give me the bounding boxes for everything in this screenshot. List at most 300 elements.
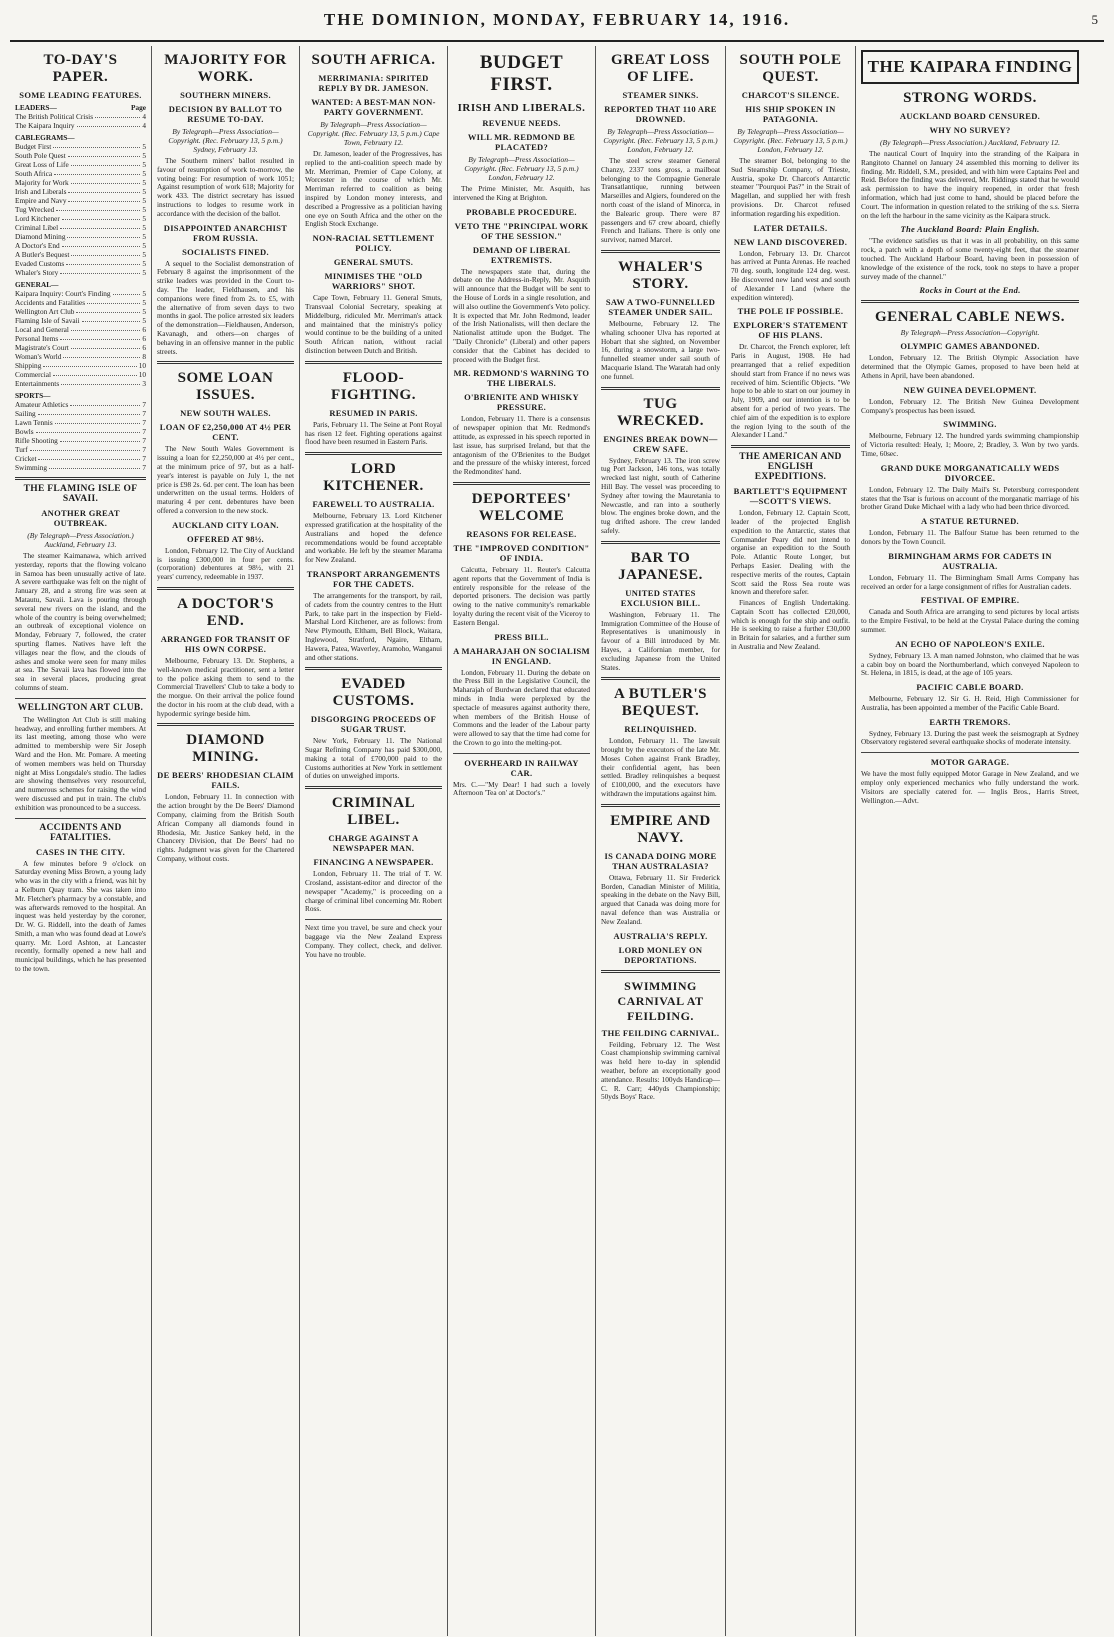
swimming-body: [861, 432, 1079, 458]
index-entry-page: 5: [142, 241, 146, 250]
index-entry-label: Sailing: [15, 409, 36, 418]
new-guinea-text: London, February 12. The British New Guinea Development Company's prospectus has been issued.: [861, 396, 1079, 415]
column-6: [726, 46, 856, 1636]
deportees-heading: DEPORTEES' WELCOME: [471, 490, 572, 524]
south-pole-subheading: CHARCOT'S SILENCE.: [741, 90, 840, 100]
index-leader-dots: [63, 352, 140, 358]
index-entry: [15, 370, 146, 379]
index-entry: [15, 214, 146, 223]
index-entry: [15, 142, 146, 151]
index-page-header: Page: [131, 103, 146, 112]
index-entry-label: Swimming: [15, 463, 48, 472]
empire-heading: EMPIRE AND NAVY.: [610, 812, 711, 846]
index-entry: [15, 352, 146, 361]
index-leader-dots: [55, 418, 141, 424]
index-entry-page: 5: [142, 160, 146, 169]
index-leader-dots: [60, 268, 140, 274]
kitchener-subheading: FAREWELL TO AUSTRALIA.: [312, 499, 435, 510]
tug-subheading: ENGINES BREAK DOWN—CREW SAFE.: [603, 433, 718, 454]
divider: [305, 452, 442, 455]
index-leader-dots: [60, 436, 141, 442]
index-entry: [15, 268, 146, 277]
diamond-subheading: DE BEERS' RHODESIAN CLAIM FAILS.: [157, 770, 294, 791]
index-entry-label: South Pole Quest: [15, 151, 66, 160]
doctor-text: Melbourne, February 13. Dr. Stephens, a well-known medical practitioner, sent a letter to the police asking them to send to the Commercial Travellers' Club to take a body to the morgue. On their arrival the police found the doctor in his room at the club dead, with a hypodermic syringe beside him.: [157, 655, 294, 718]
index-category-label: GENERAL—: [15, 280, 59, 289]
butler-text: London, February 11. The lawsuit brought by the executors of the late Mr. Moses Cohen against Frank Bradley, their confidential agent, has been settled. Bradley relinquishes a bequest of £100,000, and the executors have withdrawn the imputations against him.: [601, 736, 720, 799]
divider: [601, 970, 720, 973]
column-1: [10, 46, 152, 1636]
savaii-body: [15, 552, 146, 693]
flood-subheading: RESUMED IN PARIS.: [329, 407, 418, 418]
index-entry-label: Woman's World: [15, 352, 62, 361]
index-entry-label: Bowls: [15, 427, 34, 436]
express-advert-text: Next time you travel, be sure and check your baggage via the New Zealand Express Company. They collect, check, and deliver. You have no trouble.: [305, 923, 442, 959]
auckland-loan-text: London, February 12. The City of Auckland is issuing £300,000 in four per cents. (corporation) debentures at 98½, with 21 years' currency, redeemable in 1937.: [157, 545, 294, 582]
index-entry-page: 8: [142, 352, 146, 361]
index-entry-page: 5: [142, 316, 146, 325]
swimming-carnival-subheading: THE FEILDING CARNIVAL.: [601, 1027, 720, 1038]
index-leader-dots: [36, 427, 141, 433]
loan-body: [157, 445, 294, 515]
index-entry-label: South Africa: [15, 169, 53, 178]
savaii-subheading: ANOTHER GREAT OUTBREAK.: [41, 508, 120, 528]
auckland-loan-subheading: OFFERED AT 98½.: [187, 533, 264, 544]
index-leader-dots: [71, 343, 141, 349]
south-pole-dateline: By Telegraph—Press Association—Copyright. (Rec. February 13, 5 p.m.) London, February 12.: [733, 127, 848, 154]
redmond-heading: MR. REDMOND'S WARNING TO THE LIBERALS.: [453, 368, 590, 389]
index-leader-dots: [56, 205, 140, 211]
accidents-subheading: CASES IN THE CITY.: [35, 846, 126, 857]
grand-duke-body: [861, 486, 1079, 512]
index-entry: [15, 187, 146, 196]
napoleon-heading: AN ECHO OF NAPOLEON'S EXILE.: [895, 638, 1045, 649]
index-entry-label: Accidents and Fatalities: [15, 298, 86, 307]
south-africa-heading: SOUTH AFRICA.: [311, 52, 436, 68]
index-entry: [15, 160, 146, 169]
index-entry: [15, 169, 146, 178]
index-leader-dots: [53, 370, 137, 376]
index-entry: [15, 316, 146, 325]
index-entry-label: Rifle Shooting: [15, 436, 58, 445]
index-entry-page: 7: [142, 427, 146, 436]
cable-news-heading: GENERAL CABLE NEWS.: [875, 309, 1065, 326]
statue-heading: A STATUE RETURNED.: [921, 516, 1019, 527]
press-bill-subheading: A MAHARAJAH ON SOCIALISM IN ENGLAND.: [453, 645, 590, 666]
index-entry-page: 4: [142, 112, 146, 121]
procedure-text: The newspapers state that, during the debate on the Address-in-Reply, Mr. Asquith will announce that the Budget will be sent to the House of Lords in a single resolution, and will also outline the Government's Veto policy. It is expected that Mr. John Redmond, leader of the Irish Nationalists, will then declare the Nationalist attitude upon the Budget. The "Daily Chronicle" (Liberal) and other papers consider that the Cabinet has decided to proceed with the Budget first.: [453, 266, 590, 364]
index-entry-label: Whaler's Story: [15, 268, 59, 277]
festival-heading: FESTIVAL OF EMPIRE.: [920, 595, 1020, 606]
statue-text: London, February 11. The Balfour Statue has been returned to the donors by the Town Council.: [861, 528, 1079, 546]
divider: [601, 804, 720, 807]
settlement-subheading-2: MINIMISES THE "OLD WARRIORS" SHOT.: [324, 271, 423, 292]
procedure-subheading-2: DEMAND OF LIBERAL EXTREMISTS.: [472, 244, 571, 265]
index-entry: [15, 178, 146, 187]
kaipara-boxhead: THE KAIPARA FINDING: [861, 50, 1079, 84]
index-entry-label: Criminal Libel: [15, 223, 59, 232]
butler-heading: A BUTLER'S BEQUEST.: [614, 686, 707, 720]
savaii-heading: THE FLAMING ISLE OF SAVAII.: [23, 484, 138, 504]
index-entry-label: Entertainments: [15, 379, 60, 388]
rocks-heading: Rocks in Court at the End.: [919, 285, 1021, 296]
index-entry-label: A Butler's Bequest: [15, 250, 70, 259]
accidents-text: A few minutes before 9 o'clock on Saturday evening Miss Brown, a young lady who was in the city with a friend, was hit by a Kelburn Quay tram. She was taken into Mr. Fletcher's pharmacy by a constable, and was afterwards removed to the hospital. An inquest was held yesterday by the coroner, Dr. W. G. Riddell, into the death of James Smith, a man who was found dead at Lowe's quarry. Mr. Lord Ashton, at Lancaster recently, formally opened a new hall and municipal buildings, which he has presented to the town.: [15, 858, 146, 974]
south-africa-dateline: By Telegraph—Press Association—Copyright. (Rec. February 13, 5 p.m.) Cape Town, February 12.: [307, 120, 440, 147]
divider: [601, 541, 720, 544]
index-entry: [15, 454, 146, 463]
index-entry: [15, 379, 146, 388]
swimming-heading: SWIMMING.: [943, 419, 997, 430]
whaler-text: Melbourne, February 12. The whaling schooner Ulva has reported at Hobart that she sighted, on November 16, during a snowstorm, a large two-funnelled steamer under sail south of Macquarie Island. The Waratah had only one funnel.: [601, 318, 720, 381]
feature-index: [15, 103, 146, 472]
column-2: [152, 46, 300, 1636]
loan-heading: SOME LOAN ISSUES.: [177, 370, 274, 404]
majority-heading: MAJORITY FOR WORK.: [164, 52, 287, 85]
index-entry-page: 3: [142, 379, 146, 388]
kaipara-subheading-2: WHY NO SURVEY?: [929, 125, 1011, 135]
index-category-label: LEADERS—: [15, 103, 57, 112]
grand-duke-text: London, February 12. The Daily Mail's St. Petersburg correspondent states that the Tsar is furious on account of the morganatic marriage of his brother Grand Duke Michael with a lady who had been thrice divorced.: [861, 484, 1079, 512]
swimming-carnival-heading: SWIMMING CARNIVAL AT FEILDING.: [617, 978, 704, 1023]
redmond-subheading: O'BRIENITE AND WHISKY PRESSURE.: [464, 392, 579, 413]
index-leader-dots: [77, 121, 141, 127]
customs-text: New York, February 11. The National Sugar Refining Company has paid $300,000, making a total of £700,000 paid to the Customs authorities at New York in settlement of duties on unweighed imports.: [305, 736, 442, 781]
index-entry-label: Majority for Work: [15, 178, 69, 187]
index-leader-dots: [53, 142, 140, 148]
index-category-label: SPORTS—: [15, 391, 51, 400]
flood-text: Paris, February 11. The Seine at Pont Royal has risen 12 feet. Fighting operations against flood have been resumed in Eastern Paris.: [305, 419, 442, 447]
index-entry: [15, 289, 146, 298]
index-leader-dots: [38, 454, 140, 460]
south-pole-subheading-2: HIS SHIP SPOKEN IN PATAGONIA.: [745, 104, 836, 124]
index-entry-page: 5: [142, 151, 146, 160]
kaipara-subheading: AUCKLAND BOARD CENSURED.: [899, 111, 1041, 121]
index-leader-dots: [60, 223, 140, 229]
napoleon-body: [861, 652, 1079, 678]
new-land-heading: NEW LAND DISCOVERED.: [733, 236, 848, 247]
column-5: [596, 46, 726, 1636]
index-entry-page: 5: [142, 178, 146, 187]
art-club-body: [15, 716, 146, 813]
index-entry-page: 7: [142, 454, 146, 463]
index-entry-label: The Kaipara Inquiry: [15, 121, 75, 130]
procedure-subheading: VETO THE "PRINCIPAL WORK OF THE SESSION.": [454, 220, 589, 241]
index-entry-page: 6: [142, 334, 146, 343]
doctor-heading: A DOCTOR'S END.: [177, 595, 274, 629]
japanese-heading: BAR TO JAPANESE.: [618, 549, 703, 583]
index-entry-label: Empire and Navy: [15, 196, 67, 205]
divider: [453, 482, 590, 485]
empire-subheading: IS CANADA DOING MORE THAN AUSTRALASIA?: [604, 850, 717, 871]
divider: [305, 667, 442, 670]
index-entry: [15, 361, 146, 370]
index-entry: [15, 196, 146, 205]
index-entry-page: 6: [142, 325, 146, 334]
settlement-heading: NON-RACIAL SETTLEMENT POLICY.: [312, 233, 435, 254]
deportees-subheading: REASONS FOR RELEASE.: [466, 528, 577, 539]
index-leader-dots: [43, 361, 136, 367]
swimming-text: Melbourne, February 12. The hundred yards swimming championship of Victoria resulted: Healy, 1; Moore, 2; Bradley, 3. Won by two yards. Time, 60sec.: [861, 431, 1079, 458]
index-leader-dots: [70, 400, 140, 406]
auckland-loan-body: [157, 547, 294, 582]
loan-subheading-2: LOAN OF £2,250,000 AT 4½ PER CENT.: [159, 422, 292, 443]
index-entry: [15, 409, 146, 418]
index-entry-label: Lawn Tennis: [15, 418, 53, 427]
divider: [601, 387, 720, 390]
olympic-heading: OLYMPIC GAMES ABANDONED.: [900, 341, 1040, 352]
index-entry-label: The British Political Crisis: [15, 112, 94, 121]
divider: [157, 361, 294, 364]
budget-dateline: By Telegraph—Press Association—Copyright. (Rec. February 13, 5 p.m.) London, February 12.: [464, 155, 579, 182]
press-bill-body: [453, 669, 590, 748]
index-leader-dots: [62, 241, 141, 247]
south-pole-text: The steamer Bol, belonging to the Sud Steamship Company, of Trieste, Austria, spoke Dr. Charcot's Antarctic steamer "Pourquoi Pas?" in the Strait of Magellan, and supplied her with fresh provisions. Dr. Charcot refused information regarding his expedition.: [731, 156, 850, 218]
expeditions-subheading: BARTLETT'S EQUIPMENT—SCOTT'S VIEWS.: [733, 486, 848, 507]
budget-text: The Prime Minister, Mr. Asquith, has intervened the King at Brighton.: [453, 184, 590, 202]
festival-text: Canada and South Africa are arranging to send pictures by local artists to the Empire Festival, to be held at the Crystal Palace during the coming summer.: [861, 607, 1079, 634]
budget-subheading: IRISH AND LIBERALS.: [457, 102, 586, 114]
index-entry-page: 5: [142, 205, 146, 214]
accidents-body: [15, 860, 146, 974]
index-entry: [15, 343, 146, 352]
kitchener-body: [305, 512, 442, 565]
kaipara-text: The nautical Court of Inquiry into the stranding of the Kaipara in Rangitoto Channel on January 24 assembled this morning to deliver its finding. Mr. Riddell, S.M., presided, and with him were Captains Peel and Reid. Before the finding was delivered, Mr. Riddings stated that he would ask permission to have the inquiry reopened, in order that fresh information, which had just come to hand, should be placed before the Court. The information in question related to the striking of the s.s. Sierra on the left the harbour in the same vicinity as the Kaipara struck.: [861, 149, 1079, 220]
page-number: 5: [1091, 12, 1098, 27]
index-category: [15, 103, 146, 112]
index-leader-dots: [68, 187, 140, 193]
index-leader-dots: [71, 325, 140, 331]
index-entry: [15, 223, 146, 232]
budget-subheading-2: REVENUE NEEDS.: [482, 118, 561, 128]
pacific-cable-heading: PACIFIC CABLE BOARD.: [916, 682, 1024, 693]
loan-text: The New South Wales Government is issuing a loan for £2,250,000 at 4½ per cent., at the minimum price of 97, but as a half-year's interest is payable on July 1, the net price is £98 2s. 6d. per cent. The loan has been underwritten on the usual terms. Holders of maturing 4 per cent. debentures have been offered a conversion to the new stock.: [157, 444, 294, 515]
index-entry-label: Irish and Liberals: [15, 187, 67, 196]
index-entry-page: 7: [142, 463, 146, 472]
column-4: [448, 46, 596, 1636]
kaipara-body: [861, 150, 1079, 220]
new-land-body: [731, 250, 850, 303]
south-africa-subheading: MERRIMANIA: SPIRITED REPLY BY DR. JAMESON.: [318, 73, 429, 93]
index-leader-dots: [54, 169, 140, 175]
divider: [157, 723, 294, 726]
divider: [861, 300, 1079, 303]
later-details-heading: LATER DETAILS.: [753, 222, 828, 233]
index-entry: [15, 427, 146, 436]
index-leader-dots: [49, 463, 140, 469]
cadets-text: The arrangements for the transport, by rail, of cadets from the country centres to the Hutt Park, to take part in the inspection by Field-Marshal Lord Kitchener, are as follows: from New Plymouth, Eltham, Bell Block, Waitara, Inglewood, Stratford, Ngaire, Eltham, Hawera, Patea, Waverley, Aramoho, Wanganui and other stations.: [305, 590, 442, 662]
index-entry-label: Magistrate's Court: [15, 343, 69, 352]
libel-body: [305, 870, 442, 914]
index-entry-page: 10: [138, 361, 146, 370]
index-entry: [15, 307, 146, 316]
settlement-subheading: GENERAL SMUTS.: [333, 257, 414, 268]
index-entry-page: 7: [142, 445, 146, 454]
divider: [15, 818, 146, 819]
swimming-carnival-body: [601, 1041, 720, 1103]
deportees-text: Calcutta, February 11. Reuter's Calcutta agent reports that the Government of India is entirely responsible for the release of the deported prisoners. The decision was partly owing to the native community's remarkable loyalty during the recent visit of the Viceroy to Eastern Bengal.: [453, 564, 590, 627]
anarchist-heading: DISAPPOINTED ANARCHIST FROM RUSSIA.: [163, 222, 288, 243]
redmond-body: [453, 415, 590, 477]
kaipara-heading: STRONG WORDS.: [903, 90, 1037, 106]
doctor-subheading: ARRANGED FOR TRANSIT OF HIS OWN CORPSE.: [160, 633, 291, 654]
index-entry-page: 5: [142, 250, 146, 259]
birmingham-text: London, February 11. The Birmingham Small Arms Company has received an order for a large consignment of rifles for Australian cadets.: [861, 572, 1079, 591]
kitchener-heading: LORD KITCHENER.: [323, 461, 424, 495]
overheard-heading: OVERHEARD IN RAILWAY CAR.: [464, 757, 579, 778]
south-pole-body: [731, 157, 850, 219]
diamond-heading: DIAMOND MINING.: [186, 732, 265, 766]
index-entry-label: Commercial: [15, 370, 52, 379]
index-leader-dots: [95, 112, 140, 118]
statue-body: [861, 529, 1079, 547]
index-entry-page: 5: [142, 268, 146, 277]
flood-heading: FLOOD-FIGHTING.: [331, 369, 416, 403]
budget-subheading-3: WILL MR. REDMOND BE PLACATED?: [467, 132, 576, 152]
index-entry-label: Personal Items: [15, 334, 59, 343]
plain-english-heading: The Auckland Board: Plain English.: [900, 224, 1040, 235]
japanese-text: Washington, February 11. The Immigration Committee of the House of Representatives is unanimously in favour of a Bill introduced by Mr. Hayes, a Californian member, for excluding Japanese from the United States.: [601, 609, 720, 672]
kaipara-dateline: (By Telegraph—Press Association.) Auckland, February 12.: [880, 138, 1060, 147]
index-leader-dots: [38, 409, 141, 415]
index-leader-dots: [113, 289, 141, 295]
divider: [157, 587, 294, 590]
index-entry: [15, 259, 146, 268]
procedure-heading: PROBABLE PROCEDURE.: [466, 206, 577, 217]
plain-english-text: "The evidence satisfies us that it was in all probability, on this same rock, a patch with a depth of some twenty-eight feet, that the steamer touched. The Auckland Harbour Board, having been in possession of knowledge of the existence of the rock, took no steps to have a proper survey made of the channel.": [861, 236, 1079, 281]
index-entry-label: Shipping: [15, 361, 42, 370]
budget-body: [453, 185, 590, 203]
index-entry: [15, 151, 146, 160]
pole-body: [731, 343, 850, 440]
index-leader-dots: [30, 445, 141, 451]
pole-subheading: EXPLORER'S STATEMENT OF HIS PLANS.: [733, 320, 848, 341]
pacific-cable-text: Melbourne, February 12. Sir G. H. Reid, High Commissioner for Australia, has been appointed a member of the Pacific Cable Board.: [861, 694, 1079, 712]
accidents-heading: ACCIDENTS AND FATALITIES.: [39, 822, 122, 843]
index-entry-page: 5: [142, 232, 146, 241]
empire-text: Ottawa, February 11. Sir Frederick Borden, Canadian Minister of Militia, speaking in the debate on the Navy Bill, argued that Canada was doing more for naval defence than was Australia or New Zealand.: [601, 872, 720, 926]
index-entry-label: Budget First: [15, 142, 52, 151]
pole-heading: THE POLE IF POSSIBLE.: [737, 306, 844, 317]
index-entry-label: A Doctor's End: [15, 241, 60, 250]
index-entry: [15, 241, 146, 250]
index-entry-page: 7: [142, 436, 146, 445]
express-advert: [305, 924, 442, 959]
south-africa-text: Dr. Jameson, leader of the Progressives, has replied to the anti-coalition speech made by Mr. Merriman, Premier of Cape Colony, at Worcester in the course of which Mr. Merriman referred to coalition as being inspired by London money interests, and described a Progressive as a politician having one eye on South Africa and the other on the English Stock Exchange.: [305, 149, 442, 229]
index-leader-dots: [71, 250, 140, 256]
index-subheading: SOME LEADING FEATURES.: [19, 90, 142, 100]
index-entry: [15, 112, 146, 121]
doctor-body: [157, 657, 294, 719]
expeditions-heading: THE AMERICAN AND ENGLISH EXPEDITIONS.: [739, 452, 842, 483]
diamond-body: [157, 793, 294, 863]
index-entry-page: 5: [142, 289, 146, 298]
index-entry-page: 6: [142, 343, 146, 352]
index-entry: [15, 436, 146, 445]
loss-of-life-heading: GREAT LOSS OF LIFE.: [610, 52, 711, 85]
expeditions-text: London, February 12. Captain Scott, leader of the projected English expedition to the Antarctic, states that Commander Peary did not intend to organise an expedition to the South Pole. Atlantic Route Longer, but Perhaps Easier. Dealing with the respective merits of the routes, Captain Scott said the Ross Sea route was known and therefore safer.: [731, 508, 850, 597]
index-entry-page: 5: [142, 298, 146, 307]
loss-of-life-text: The steel screw steamer General Chanzy, 2337 tons gross, a mailboat belonging to the Compagnie Generale Transatlantique, running between Marseilles and Algiers, foundered on the north coast of the island of Minorca, in the Balearic group. There were 87 passengers and 67 crew aboard, chiefly French and Italians. There is only one survivor, named Marcel.: [601, 156, 720, 245]
divider: [305, 361, 442, 364]
index-category-label: CABLEGRAMS—: [15, 133, 75, 142]
new-guinea-body: [861, 398, 1079, 416]
masthead-title: THE DOMINION, MONDAY, FEBRUARY 14, 1916.: [323, 10, 791, 29]
index-entry-label: Diamond Mining: [15, 232, 66, 241]
whaler-heading: WHALER'S STORY.: [618, 258, 703, 292]
index-leader-dots: [71, 160, 141, 166]
auckland-loan-heading: AUCKLAND CITY LOAN.: [172, 519, 279, 530]
butler-subheading: RELINQUISHED.: [624, 724, 697, 735]
index-entry-page: 5: [142, 187, 146, 196]
art-club-heading: WELLINGTON ART CLUB.: [17, 702, 144, 713]
index-entry: [15, 232, 146, 241]
swimming-carnival-text: Feilding, February 12. The West Coast championship swimming carnival was held here to-day in splendid weather, before an exceptionally good attendance. Results: 100yds Handicap—C. R. Carr; 440yds Championship; 50yds Boys' Race.: [601, 1039, 720, 1102]
index-entry: [15, 298, 146, 307]
index-entry: [15, 334, 146, 343]
column-3: [300, 46, 448, 1636]
index-entry-page: 5: [142, 223, 146, 232]
pole-text: Dr. Charcot, the French explorer, left Paris in August, 1908. He had prearranged that a relief expedition should start from France if no news was received of him. Scientific Objects. "We hope to be able to start on our journey in July, 1909, and our intention is to be absent for a period of two years. The chief aim of the expedition is to explore the region lying to the south of the Alexander I Land.": [731, 342, 850, 440]
settlement-body: [305, 294, 442, 356]
index-leader-dots: [82, 316, 141, 322]
art-club-text: The Wellington Art Club is still making headway, and enrolling further members. At its last meeting, among those who were admitted to membership were Sir Joseph Ward and the Hon. Mr. Pomare. A meeting of women members was held on Thursday night at Miss Longsdale's studio. The ladies are showing themselves very resourceful, and numerous schemes for raising the wind were discussed and put in train. The club's exhibition was pronounced to be a success.: [15, 714, 146, 812]
budget-heading: BUDGET FIRST.: [479, 52, 564, 95]
birmingham-body: [861, 574, 1079, 592]
press-bill-text: London, February 11. During the debate on the Press Bill in the Legislative Council, the Maharajah of Burdwan declared that educated minds in India were perplexed by the spectacle of measures against authority there, when members of the British House of Commons and the leader of the Labour party were allowed to say that the time had come for the Crown to go into the melting-pot.: [453, 667, 590, 747]
redmond-text: London, February 11. There is a consensus of newspaper opinion that Mr. Redmond's attitude, as expressed in his speech reported in last issue, has surprised Ireland, but that the antagonism of the O'Brienites to the Budget and the pressure of the whisky interest, forced the Redmondites' hand.: [453, 414, 590, 477]
index-leader-dots: [61, 379, 140, 385]
loss-of-life-subheading-2: REPORTED THAT 110 ARE DROWNED.: [604, 104, 717, 124]
loss-of-life-body: [601, 157, 720, 245]
majority-dateline: By Telegraph—Press Association—Copyright. (Rec. February 13, 5 p.m.) Sydney, February 13.: [168, 127, 283, 154]
libel-heading: CRIMINAL LIBEL.: [331, 795, 416, 829]
index-entry-page: 4: [142, 121, 146, 130]
anarchist-text: A sequel to the Socialist demonstration of February 8 against the imprisonment of the strike leaders was provided in the Court to-day. The leader, Fieldhausen, and his companions were fined from 2s. to £5, with the alternative of from seven days to two months in gaol. The police arrested six leaders of the demonstration—Fieldhausen, Anderson, Kavanagh, and others—on charges of behaving in an offensive manner in the public streets.: [157, 258, 294, 356]
tug-body: [601, 457, 720, 536]
index-entry: [15, 205, 146, 214]
divider: [305, 919, 442, 920]
divider: [305, 786, 442, 789]
index-leader-dots: [62, 214, 141, 220]
index-entry: [15, 250, 146, 259]
index-entry-label: Flaming Isle of Savaii: [15, 316, 80, 325]
index-entry: [15, 325, 146, 334]
divider: [601, 677, 720, 680]
divider: [453, 753, 590, 754]
empire-body: [601, 874, 720, 927]
libel-subheading-2: FINANCING A NEWSPAPER.: [313, 857, 434, 868]
new-guinea-heading: NEW GUINEA DEVELOPMENT.: [903, 384, 1037, 395]
plain-english-body: [861, 237, 1079, 281]
savaii-text: The steamer Kaimanawa, which arrived yesterday, reports that the flowing volcano in Samoa has been unusually active of late. A severe earthquake was felt on the night of January 28, and a strong fire was seen at Matautu, Savaii. Lava is pouring through several new rivers on the island, and the whole of the country is being overwhelmed; an outbreak of exceptional violence on Monday, February 7, followed, the crater spurting flames. Natives have left the villages near the flow, and the clouds of ashes and smoke were seen for many miles at sea. The Savaii lava has flowed into the sea in several places, producing great columns of steam.: [15, 551, 146, 692]
garage-advert: [861, 770, 1079, 805]
olympic-body: [861, 354, 1079, 380]
whaler-subheading: SAW A TWO-FUNNELLED STEAMER UNDER SAIL.: [605, 296, 716, 317]
cadets-heading: TRANSPORT ARRANGEMENTS FOR THE CADETS.: [306, 568, 441, 589]
index-entry-page: 10: [138, 370, 146, 379]
index-entry-label: Turf: [15, 445, 28, 454]
index-category: [15, 280, 146, 289]
loss-of-life-dateline: By Telegraph—Press Association—Copyright. (Rec. February 13, 5 p.m.) London, February 12.: [603, 127, 718, 154]
libel-subheading: CHARGE AGAINST A NEWSPAPER MAN.: [328, 833, 419, 854]
index-entry-page: 5: [142, 196, 146, 205]
butler-body: [601, 737, 720, 799]
divider: [15, 698, 146, 699]
earth-tremors-heading: EARTH TREMORS.: [929, 716, 1011, 727]
index-entry-page: 5: [142, 307, 146, 316]
anarchist-subheading: SOCIALISTS FINED.: [182, 246, 269, 257]
